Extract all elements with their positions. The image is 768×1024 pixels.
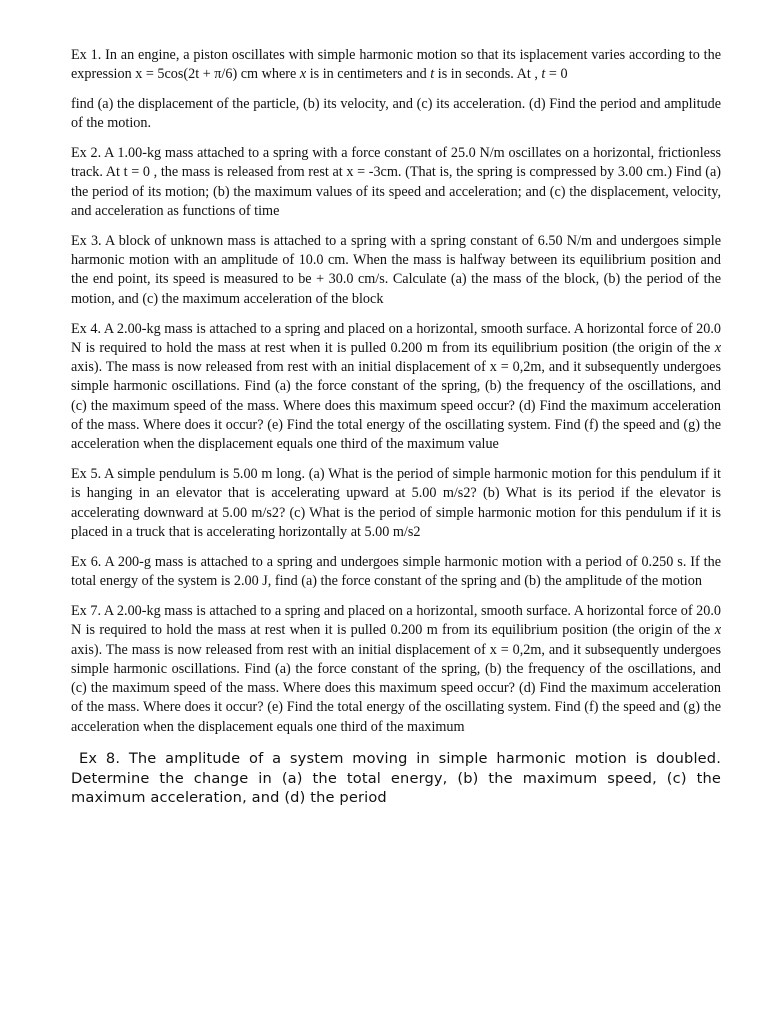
exercise-7 [71,602,721,737]
exercise-1-text-c: is in seconds. At , [434,66,542,83]
exercise-2: Ex 2. A 1.00-kg mass attached to a spring with a force constant of 25.0 N/m oscillates on a horizontal, frictionless track. At t = 0 , the mass is released from rest at x = -3cm. (That is, the spring is compressed by 3.00 cm.) Find (a) the period of its motion; (b) the maximum values of its speed and acceleration; and (c) the displacement, velocity, and acceleration as functions of time [71,145,721,220]
exercise-1 [71,46,721,85]
exercise-6: Ex 6. A 200-g mass is attached to a spring and undergoes simple harmonic motion with a period of 0.250 s. If the total energy of the system is 2.00 J, find (a) the force constant of the spring and (b) the amplitude of the motion [71,553,721,590]
exercise-1-var-x: x [299,66,307,83]
exercise-4-text-b: axis). The mass is now released from rest with an initial displacement of x = 0,2m, and it subsequently undergoes simple harmonic oscillations. Find (a) the force constant of the spring, (b) the frequency of the oscillations, and (c) the maximum speed of the mass. Where does this maximum speed occur? (d) Find the maximum acceleration of the mass. Where does it occur? (e) Find the total energy of the oscillating system. Find (f) the speed and (g) the acceleration when the displacement equals one third of the maximum value [71,359,721,453]
document-page [71,46,721,818]
exercise-1-continued: find (a) the displacement of the particle, (b) its velocity, and (c) its acceleration. (d) Find the period and amplitude of the motion. [71,96,721,132]
exercise-4 [71,320,721,455]
exercise-7-text-a: Ex 7. A 2.00-kg mass is attached to a spring and placed on a horizontal, smooth surface. A horizontal force of 20.0 N is required to hold the mass at rest when it is pulled 0.200 m from its equilibrium position (the origin of the [71,602,721,639]
exercise-8: Ex 8. The amplitude of a system moving in simple harmonic motion is doubled. Determine the change in (a) the total energy, (b) the maximum speed, (c) the maximum acceleration, and (d) the period [71,750,721,806]
exercise-1-text-b: is in centimeters and [306,66,431,83]
exercise-4-text-a: Ex 4. A 2.00-kg mass is attached to a spring and placed on a horizontal, smooth surface. A horizontal force of 20.0 N is required to hold the mass at rest when it is pulled 0.200 m from its equilibrium position (the origin of the [71,320,721,356]
exercise-1-text-d: = 0 [545,66,568,83]
exercise-7-text-b: axis). The mass is now released from rest with an initial displacement of x = 0,2m, and it subsequently undergoes simple harmonic oscillations. Find (a) the force constant of the spring, (b) the frequency of the oscillations, and (c) the maximum speed of the mass. Where does this maximum speed occur? (d) Find the maximum acceleration of the mass. Where does it occur? (e) Find the total energy of the oscillating system. Find (f) the speed and (g) the acceleration when the displacement equals one third of the maximum [71,641,721,735]
exercise-1-text-a: Ex 1. In an engine, a piston oscillates with simple harmonic motion so that its isplacement varies according to the expression x = 5cos(2t + π/6) cm where [71,47,721,83]
exercise-5: Ex 5. A simple pendulum is 5.00 m long. (a) What is the period of simple harmonic motion for this pendulum if it is hanging in an elevator that is accelerating upward at 5.00 m/s2? (b) What is its period if the elevator is accelerating downward at 5.00 m/s2? (c) What is the period of simple harmonic motion for this pendulum if it is placed in a truck that is accelerating horizontally at 5.00 m/s2 [71,466,721,541]
exercise-1-var-t2: t [541,66,546,83]
exercise-7-var-x: x [714,622,721,639]
exercise-4-var-x: x [714,339,721,356]
exercise-3: Ex 3. A block of unknown mass is attached to a spring with a spring constant of 6.50 N/m and undergoes simple harmonic motion with an amplitude of 10.0 cm. When the mass is halfway between its equilibrium position and the end point, its speed is measured to be + 30.0 cm/s. Calculate (a) the mass of the block, (b) the period of the motion, and (c) the maximum acceleration of the block [71,232,721,307]
exercise-1-var-t: t [430,66,435,83]
